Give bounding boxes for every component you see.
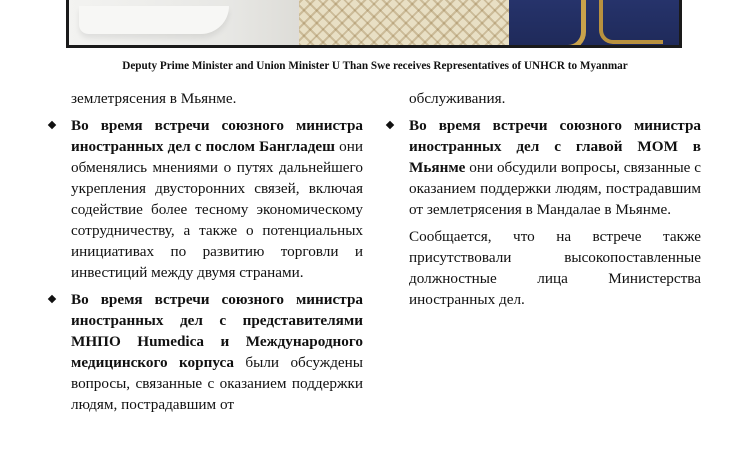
bullet-body: они обменялись мнениями о путях дальнейшего укрепления двусторонних связей, включая содействие более тесному экономическому сотрудничеству, а также о потенциальных инициативах по развитию торговли и инвестиций между двумя странами. (71, 138, 363, 281)
bullet-body: были обсуждены вопросы, связанные с оказанием поддержки людям, пострадавшим от (71, 354, 364, 413)
bullet-bold-lead: Во время встречи союзного министра иностранных дел с главой МОМ в Мьянме (409, 117, 701, 176)
photo-chair (509, 0, 679, 45)
bullet-body: они обсудили вопросы, связанные с оказанием поддержки людям, пострадавшим от землетрясения в Мандалае в Мьянме. (409, 159, 701, 218)
bullet-diamond-icon (386, 121, 394, 129)
bullet-paragraph (409, 115, 701, 220)
bullet-bold-lead: Во время встречи союзного министра иностранных дел с послом Бангладеш (71, 117, 363, 155)
bullet-bold-lead: Во время встречи союзного министра иностранных дел с представителями МНПО Humedica и Международного медицинского корпуса (71, 291, 363, 371)
bullet-diamond-icon (48, 295, 56, 303)
bullet-diamond-icon (48, 121, 56, 129)
left-column (71, 88, 363, 421)
closing-paragraph: Сообщается, что на встрече также присутствовали высокопоставленные должностные лица Министерства иностранных дел. (409, 228, 701, 308)
news-photo (66, 0, 682, 48)
continued-text: землетрясения в Мьянме. (71, 90, 237, 107)
continued-text: обслуживания. (409, 90, 506, 107)
right-column (409, 88, 701, 310)
bullet-paragraph (71, 115, 363, 283)
bullet-paragraph (71, 289, 363, 415)
photo-caption: Deputy Prime Minister and Union Minister U Than Swe receives Representatives of UNHCR to Myanmar (122, 60, 628, 72)
